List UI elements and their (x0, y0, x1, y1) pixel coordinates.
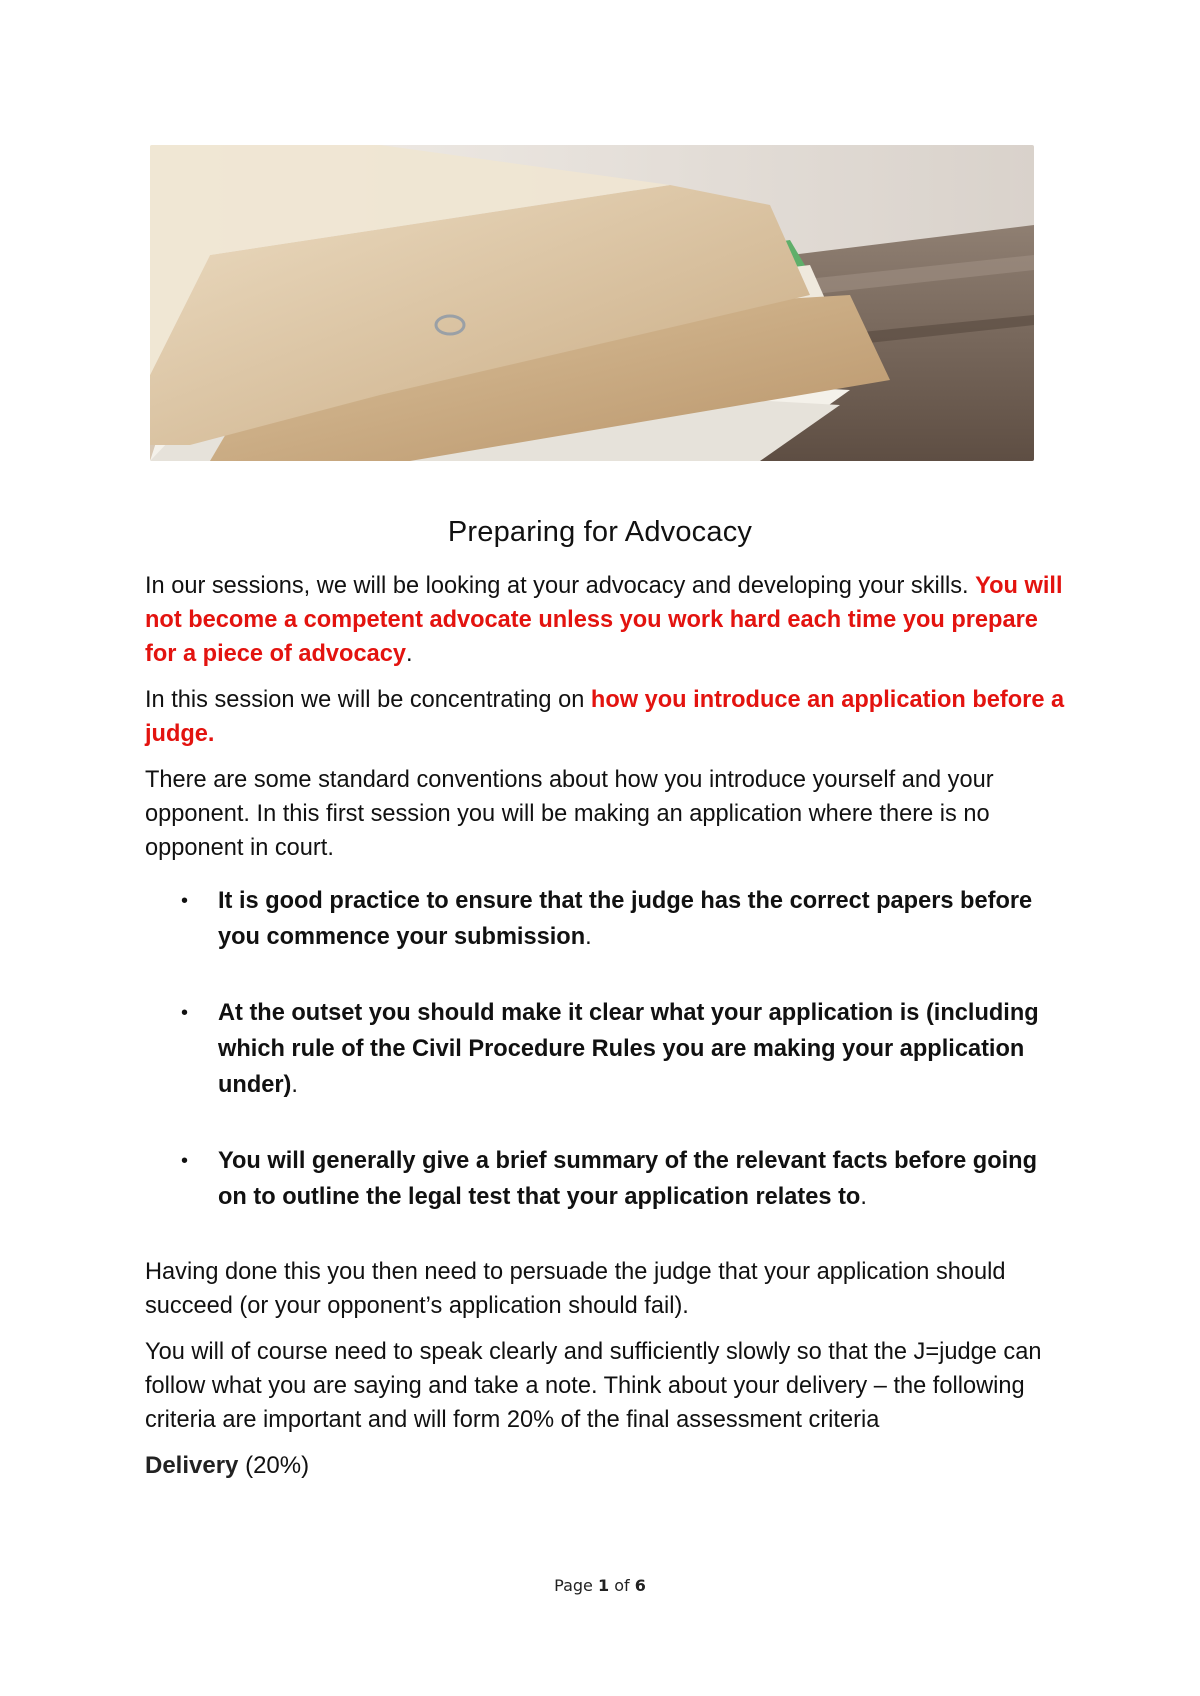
page-footer (0, 1576, 1200, 1595)
persuade-paragraph: Having done this you then need to persuade the judge that your application should succeed (or your opponent’s application should fail). (145, 1259, 1006, 1319)
list-item (145, 883, 1065, 955)
delivery-heading-label: Delivery (145, 1452, 239, 1479)
header-photo (150, 145, 1034, 461)
focus-emphasis: how you introduce an application before a judge. (145, 687, 1065, 747)
conventions-paragraph: There are some standard conventions about how you introduce yourself and your opponent. In this first session you will be making an application where there is no opponent in court. (145, 767, 994, 861)
bullet-end: . (860, 1184, 867, 1210)
page-word: Page (554, 1576, 598, 1595)
bullet-icon: • (181, 1002, 189, 1024)
bullet-end: . (585, 924, 592, 950)
intro-emphasis: You will not become a competent advocate unless you work hard each time you prepare for a piece of advocacy (145, 573, 1063, 667)
of-word: of (609, 1576, 635, 1595)
page-number: 1 (597, 1576, 610, 1595)
delivery-heading (145, 1449, 1065, 1483)
focus-text: In this session we will be concentrating on (145, 687, 591, 713)
bullet-icon: • (181, 890, 189, 912)
bullet-icon: • (181, 1150, 189, 1172)
bullet-text: You will generally give a brief summary of the relevant facts before going on to outline the legal test that your application relates to (218, 1148, 1038, 1210)
bullet-end: . (291, 1072, 298, 1098)
delivery-paragraph: You will of course need to speak clearly and sufficiently slowly so that the J=judge can follow what you are saying and take a note. Think about your delivery – the following criteria are important and will form 20% of the final assessment criteria (145, 1339, 1042, 1433)
intro-end: . (405, 641, 413, 667)
list-item (145, 995, 1065, 1103)
list-item (145, 1143, 1065, 1215)
intro-paragraph (145, 569, 1065, 671)
intro-text: In our sessions, we will be looking at your advocacy and developing your skills. (145, 573, 976, 599)
bullet-list (145, 883, 1065, 1215)
bullet-text: At the outset you should make it clear what your application is (including which rule of the Civil Procedure Rules you are making your application under) (218, 1000, 1039, 1098)
page-title: Preparing for Advocacy (447, 516, 753, 548)
document-body (145, 569, 1065, 1495)
delivery-weight: (20%) (238, 1452, 310, 1479)
page-total: 6 (634, 1576, 646, 1595)
file-folders-photo-icon (150, 145, 1034, 461)
bullet-text: It is good practice to ensure that the judge has the correct papers before you commence your submission (218, 888, 1033, 950)
focus-paragraph (145, 683, 1065, 751)
